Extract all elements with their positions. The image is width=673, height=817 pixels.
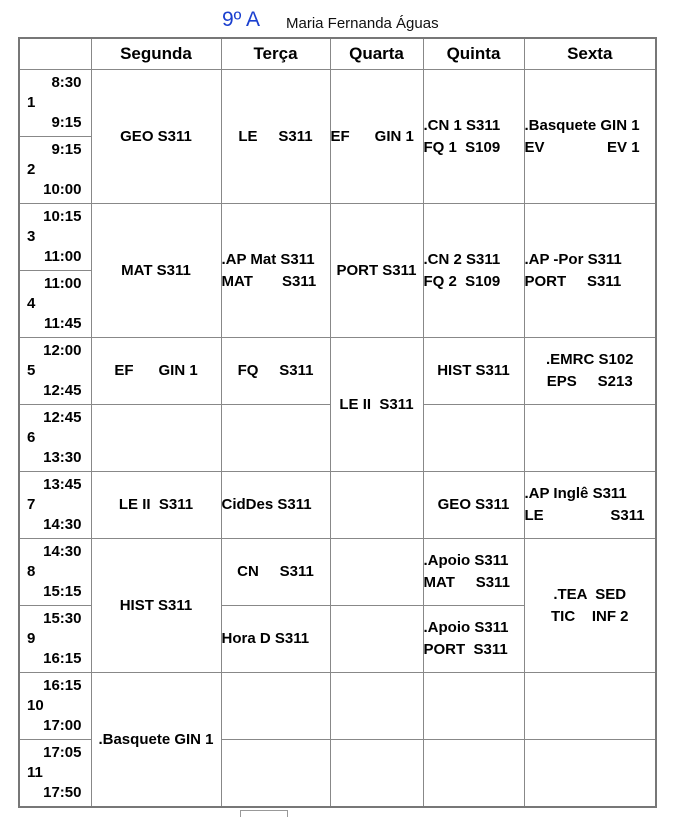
slot-start: 13:45 [43,476,82,493]
lesson-line: .TEA SED [553,585,627,603]
slot-start: 16:15 [43,677,82,694]
day-header: Sexta [524,38,656,70]
time-slot [19,740,91,808]
timetable [18,37,657,808]
slot-end: 11:00 [43,248,82,265]
slot-end: 17:00 [43,717,82,734]
lesson-line: MAT S311 [423,574,510,591]
time-slot [19,204,91,271]
empty-cell[interactable] [330,673,423,740]
slot-start: 8:30 [51,74,82,91]
lesson-cell[interactable] [221,539,330,606]
lesson-line: .EMRC S102 [545,351,634,368]
lesson-line: MAT S311 [121,261,191,279]
lesson-line: .AP Mat S311 [221,250,315,268]
lesson-line: .Apoio S311 [423,552,509,569]
day-header-row [19,38,656,70]
lesson-line: LE II S311 [339,395,414,413]
slot-start: 17:05 [43,744,82,761]
header [0,10,673,34]
slot-number: 4 [27,295,36,312]
lesson-line: LE S311 [238,127,313,145]
slot-number: 10 [27,697,44,714]
lesson-cell[interactable] [221,70,330,204]
lesson-cell[interactable] [91,673,221,808]
lesson-line: FQ S311 [237,362,314,379]
lesson-cell[interactable] [423,204,524,338]
slot-number: 7 [27,496,36,513]
lesson-line: PORT S311 [423,641,508,658]
slot-number: 1 [27,94,36,111]
lesson-line: .AP -Por S311 [524,250,622,268]
slot-number: 11 [27,764,43,781]
day-header: Terça [221,38,330,70]
lesson-cell[interactable] [91,539,221,673]
timetable-row [19,204,656,271]
lesson-cell[interactable] [91,472,221,539]
empty-cell[interactable] [423,740,524,808]
empty-cell[interactable] [423,405,524,472]
lesson-line: .AP Inglê S311 [524,485,627,502]
lesson-line: PORT S311 [524,272,622,290]
time-slot [19,70,91,137]
slot-number: 5 [27,362,36,379]
empty-cell[interactable] [524,673,656,740]
lesson-cell[interactable] [91,204,221,338]
slot-end: 9:15 [51,114,82,131]
lesson-cell[interactable] [221,338,330,405]
lesson-line: FQ 1 S109 [423,138,501,156]
slot-number: 3 [27,228,36,245]
lesson-cell[interactable] [423,70,524,204]
day-header: Quinta [423,38,524,70]
lesson-line: MAT S311 [221,272,317,290]
time-slot [19,271,91,338]
time-slot [19,338,91,405]
lesson-line: .Basquete GIN 1 [98,730,214,748]
lesson-cell[interactable] [423,606,524,673]
slot-end: 17:50 [43,784,82,801]
lesson-line: LE II S311 [118,496,194,513]
slot-start: 15:30 [43,610,82,627]
lesson-line: TIC INF 2 [550,607,629,625]
lesson-line: LE S311 [524,507,645,524]
slot-end: 16:15 [43,650,82,667]
lesson-line: Hora D S311 [221,630,310,647]
time-slot [19,673,91,740]
time-slot [19,405,91,472]
slot-end: 11:45 [43,315,82,332]
empty-cell[interactable] [91,405,221,472]
lesson-cell[interactable] [524,539,656,673]
teacher-name: Maria Fernanda Águas [286,15,439,32]
timetable-row [19,539,656,606]
empty-cell[interactable] [221,740,330,808]
lesson-cell[interactable] [423,539,524,606]
lesson-cell[interactable] [221,472,330,539]
lesson-cell[interactable] [423,338,524,405]
lesson-cell[interactable] [524,70,656,204]
time-slot [19,472,91,539]
empty-cell[interactable] [524,740,656,808]
day-header: Quarta [330,38,423,70]
slot-end: 10:00 [43,181,82,198]
lesson-cell[interactable] [221,606,330,673]
slot-end: 12:45 [43,382,82,399]
lesson-line: HIST S311 [437,362,510,379]
empty-cell[interactable] [221,673,330,740]
lesson-line: CN S311 [237,563,314,580]
lesson-cell[interactable] [524,338,656,405]
empty-cell[interactable] [330,539,423,606]
lesson-cell[interactable] [91,338,221,405]
lesson-line: EF GIN 1 [330,127,414,145]
slot-start: 12:45 [43,409,82,426]
lesson-line: PORT S311 [336,261,417,279]
slot-number: 6 [27,429,36,446]
lesson-cell[interactable] [330,204,423,338]
empty-cell[interactable] [330,606,423,673]
empty-cell[interactable] [221,405,330,472]
lesson-line: HIST S311 [119,596,193,614]
timetable-row [19,472,656,539]
slot-number: 2 [27,161,36,178]
empty-cell[interactable] [330,472,423,539]
lesson-line: .CN 1 S311 [423,116,501,134]
lesson-cell[interactable] [524,204,656,338]
slot-start: 12:00 [43,342,82,359]
timetable-row [19,673,656,740]
slot-number: 8 [27,563,36,580]
class-name: 9º A [222,8,261,31]
lesson-line: EF GIN 1 [114,362,198,379]
lesson-line: FQ 2 S109 [423,272,501,290]
lesson-line: GEO S311 [120,127,192,145]
lesson-cell[interactable] [91,70,221,204]
time-slot [19,539,91,606]
time-slot [19,137,91,204]
page-tab[interactable] [240,810,288,817]
empty-cell[interactable] [524,405,656,472]
lesson-line: EPS S213 [546,373,633,390]
timetable-row [19,338,656,405]
timetable-row [19,70,656,137]
empty-cell[interactable] [423,673,524,740]
lesson-line: .Apoio S311 [423,619,509,636]
lesson-cell[interactable] [423,472,524,539]
slot-start: 10:15 [43,208,82,225]
lesson-line: GEO S311 [437,496,510,513]
lesson-line: .CN 2 S311 [423,250,501,268]
lesson-cell[interactable] [524,472,656,539]
slot-end: 13:30 [43,449,82,466]
slot-end: 14:30 [43,516,82,533]
slot-start: 11:00 [43,275,82,292]
slot-number: 9 [27,630,36,647]
slot-start: 9:15 [51,141,82,158]
time-slot [19,606,91,673]
empty-cell[interactable] [330,740,423,808]
lesson-cell[interactable] [330,338,423,472]
lesson-cell[interactable] [330,70,423,204]
slot-end: 15:15 [43,583,82,600]
day-header: Segunda [91,38,221,70]
lesson-cell[interactable] [221,204,330,338]
lesson-line: CidDes S311 [221,496,312,513]
corner-cell [19,38,91,70]
lesson-line: EV EV 1 [524,138,640,156]
slot-start: 14:30 [43,543,82,560]
lesson-line: .Basquete GIN 1 [524,116,640,134]
